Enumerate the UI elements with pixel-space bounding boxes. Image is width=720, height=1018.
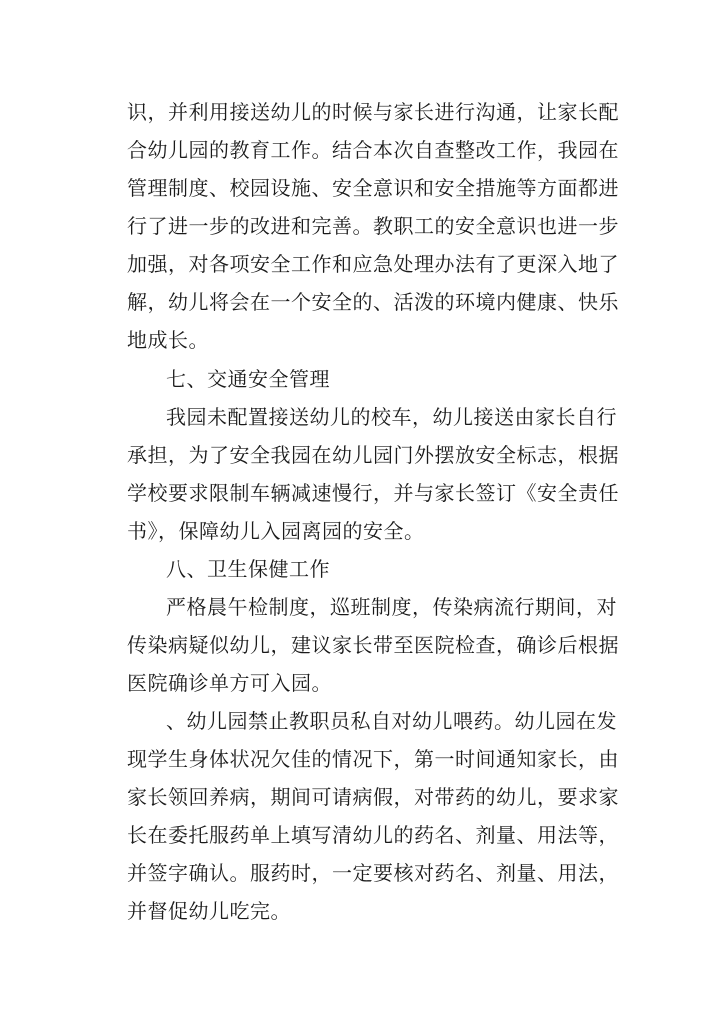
paragraph-line: 识，并利用接送幼儿的时候与家长进行沟通，让家长配 — [127, 100, 619, 124]
paragraph-line: 行了进一步的改进和完善。教职工的安全意识也进一步 — [127, 214, 619, 238]
paragraph-line: 传染病疑似幼儿，建议家长带至医院检查，确诊后根据 — [127, 633, 619, 657]
paragraph-line: 、幼儿园禁止教职员私自对幼儿喂药。幼儿园在发 — [166, 709, 617, 733]
paragraph-line: 书》，保障幼儿入园离园的安全。 — [127, 519, 425, 543]
paragraph-line: 承担，为了安全我园在幼儿园门外摆放安全标志，根据 — [127, 443, 619, 467]
paragraph-line: 家长领回养病，期间可请病假，对带药的幼儿，要求家 — [127, 785, 619, 809]
paragraph-line: 长在委托服药单上填写清幼儿的药名、剂量、用法等， — [127, 823, 619, 847]
section-heading-health-care: 八、卫生保健工作 — [166, 557, 330, 581]
paragraph-line: 我园未配置接送幼儿的校车，幼儿接送由家长自行 — [166, 405, 617, 429]
paragraph-line: 现学生身体状况欠佳的情况下，第一时间通知家长，由 — [127, 747, 619, 771]
paragraph-line: 加强，对各项安全工作和应急处理办法有了更深入地了 — [127, 252, 619, 276]
section-heading-traffic-safety: 七、交通安全管理 — [166, 367, 330, 391]
paragraph-line: 合幼儿园的教育工作。结合本次自查整改工作，我园在 — [127, 138, 619, 162]
paragraph-line: 医院确诊单方可入园。 — [127, 671, 332, 695]
paragraph-line: 学校要求限制车辆减速慢行，并与家长签订《安全责任 — [127, 481, 619, 505]
paragraph-line: 解，幼儿将会在一个安全的、活泼的环境内健康、快乐 — [127, 290, 619, 314]
paragraph-line: 地成长。 — [127, 328, 209, 352]
paragraph-line: 并签字确认。服药时，一定要核对药名、剂量、用法， — [127, 861, 619, 885]
paragraph-line: 严格晨午检制度，巡班制度，传染病流行期间，对 — [166, 595, 617, 619]
paragraph-line: 管理制度、校园设施、安全意识和安全措施等方面都进 — [127, 176, 619, 200]
paragraph-line: 并督促幼儿吃完。 — [127, 899, 291, 923]
